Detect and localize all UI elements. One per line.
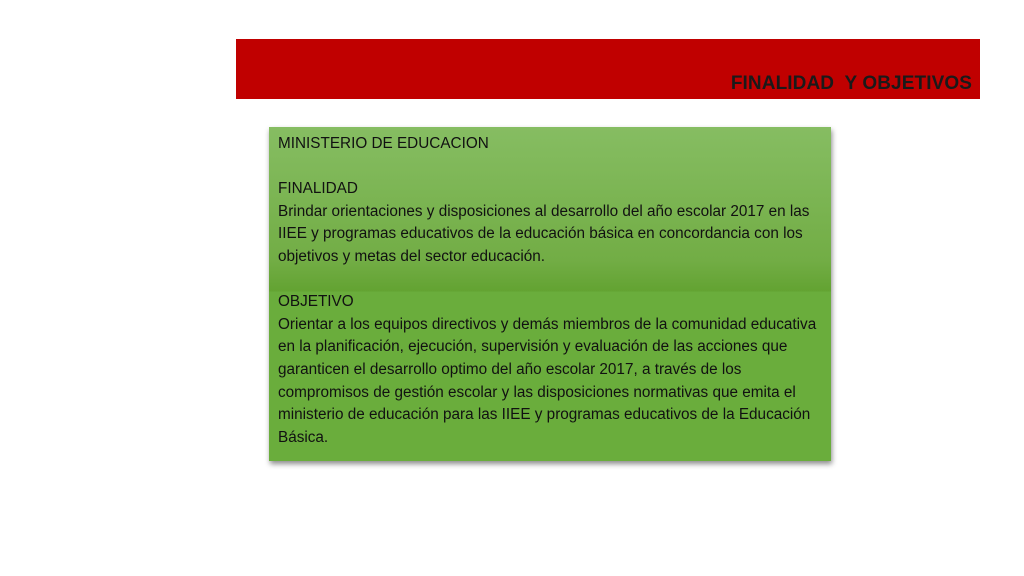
- objective-heading: OBJETIVO: [278, 293, 354, 311]
- spacer: [278, 269, 821, 292]
- content-box: [269, 127, 831, 461]
- purpose-heading: FINALIDAD: [278, 180, 358, 198]
- objective-text: Orientar a los equipos directivos y demás miembros de la comunidad educativa en la planificación, ejecución, supervisión y evaluación de las acciones que garanticen el desarrollo optimo del año escolar 2017, a través de los compromisos de gestión escolar y las disposiciones normativas que emita el ministerio de educación para las IIEE y programas educativos de la Educación Básica.: [278, 315, 817, 446]
- organization-name: MINISTERIO DE EDUCACION: [278, 135, 489, 152]
- slide-title: FINALIDAD Y OBJETIVOS: [730, 73, 972, 94]
- spacer: [278, 156, 821, 179]
- purpose-text: Brindar orientaciones y disposiciones al desarrollo del año escolar 2017 en las IIEE y programas educativos de la educación básica en concordancia con los objetivos y metas del sector educación.: [278, 202, 810, 265]
- title-bar: [236, 39, 980, 99]
